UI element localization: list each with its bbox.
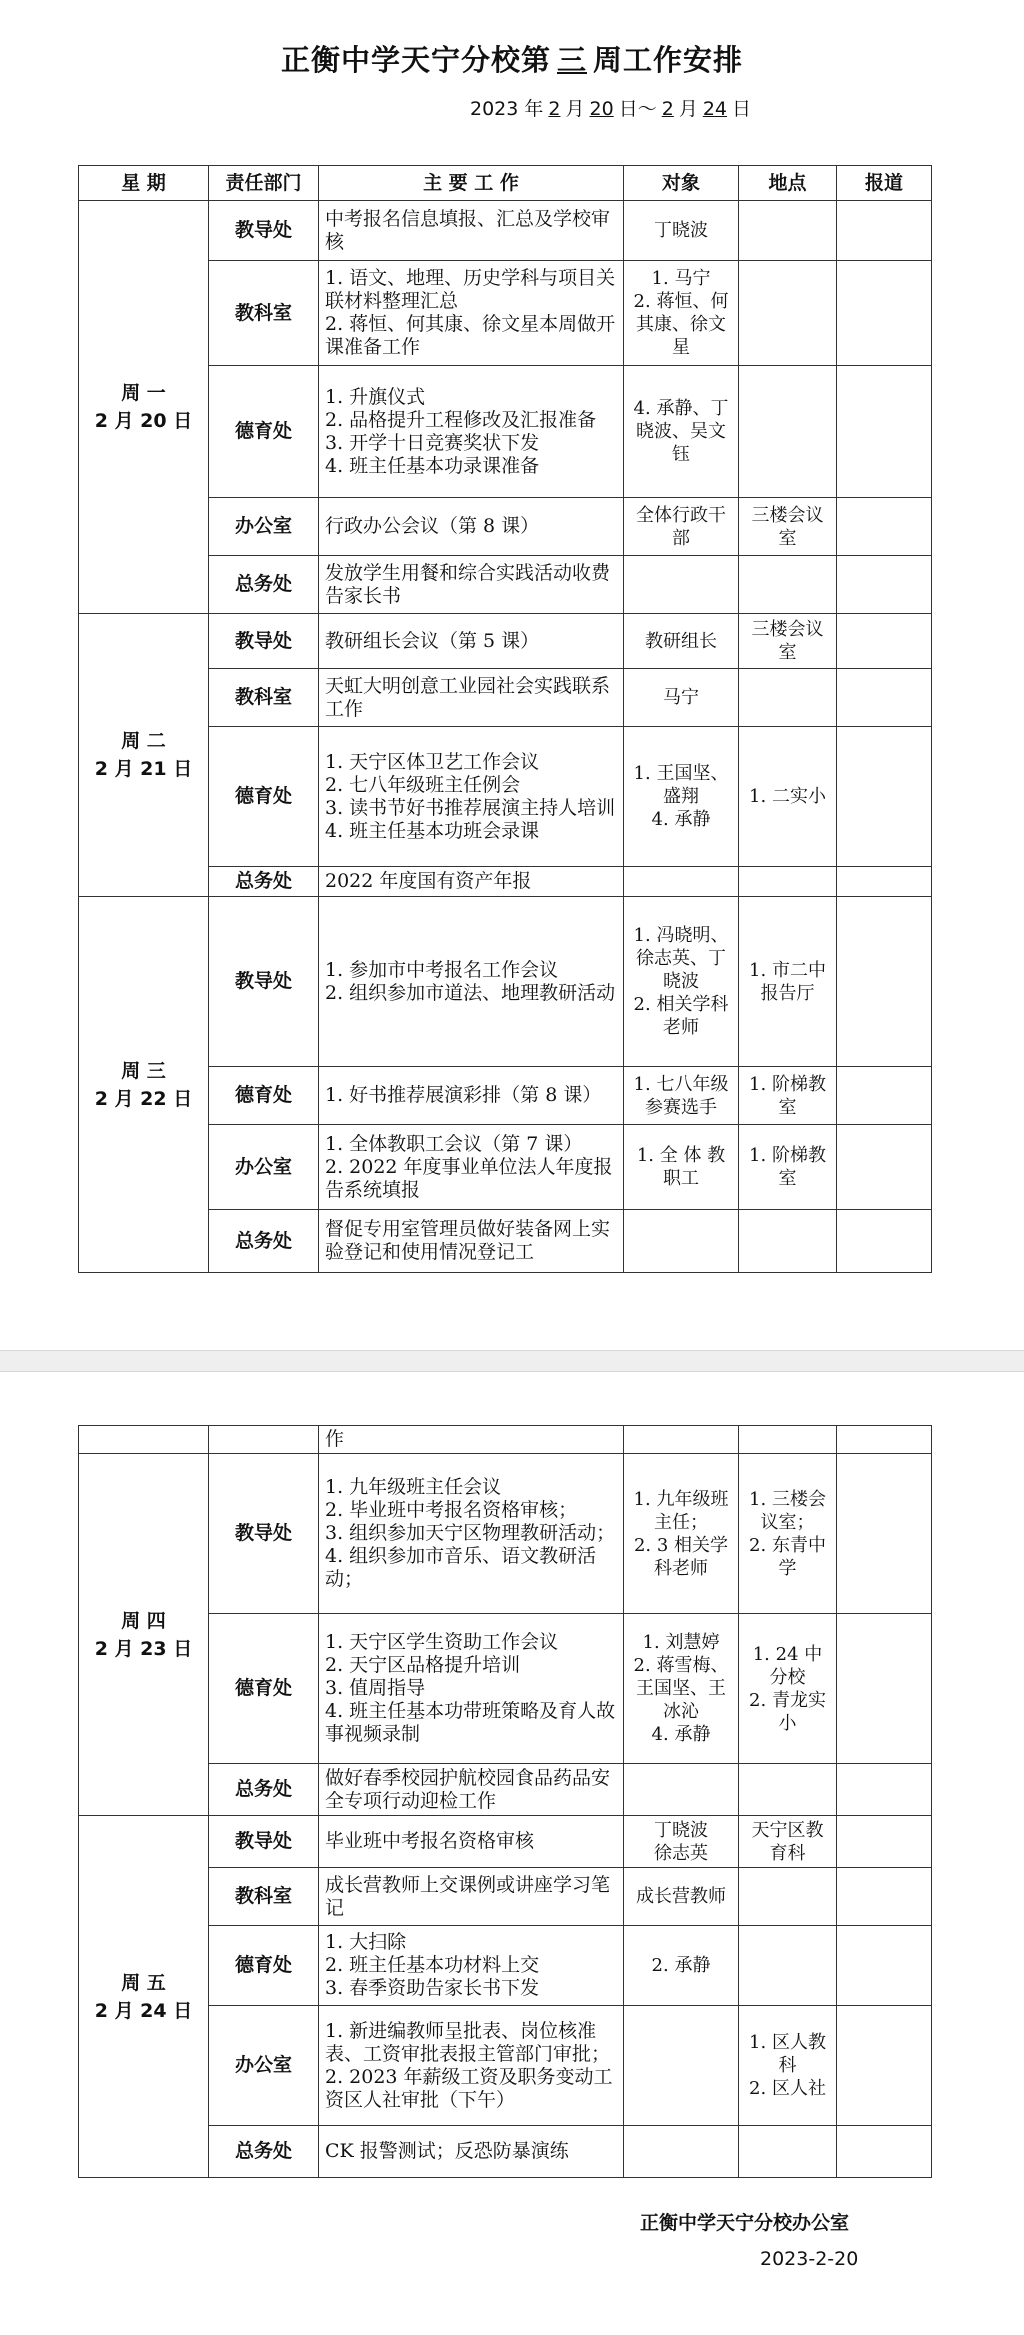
work-cell [319,727,624,867]
target-line: 4. 承静、丁晓波、吴文钰 [633,398,729,465]
schedule-table-page1 [78,165,932,1273]
place-cell [739,867,837,897]
target-cell [624,1926,739,2006]
report-cell [837,1125,932,1210]
col-weekday: 星 期 [79,166,209,201]
place-cell [739,1816,837,1868]
place-line: 2. 东青中学 [749,1534,826,1579]
place-cell [739,669,837,727]
target-cell [624,261,739,366]
work-line: 督促专用室管理员做好装备网上实验登记和使用情况登记工 [325,1218,611,1263]
work-cell [319,366,624,498]
page-two [0,1372,1024,2335]
work-cell [319,614,624,669]
target-cell [624,1816,739,1868]
report-cell [837,1454,932,1614]
work-line: 发放学生用餐和综合实践活动收费告家长书 [325,561,611,607]
work-line: 1. 大扫除 [325,1931,407,1953]
week-number: 三 [556,43,587,77]
target-cell [624,201,739,261]
place-cell [739,614,837,669]
place-cell [739,2006,837,2126]
continuation-row [79,1426,932,1454]
target-line: 1. 七八年级参赛选手 [633,1073,729,1118]
place-cell [739,1454,837,1614]
place-cell [739,498,837,556]
table-row [79,201,932,261]
report-cell [837,1926,932,2006]
table-row [79,614,932,669]
weekday-date: 2 月 24 日 [94,1999,193,2022]
report-cell [837,201,932,261]
work-cell [319,201,624,261]
page-separator [0,1350,1024,1372]
target-line: 1. 全 体 教职工 [636,1145,726,1189]
place-line: 1. 阶梯教室 [749,1073,826,1118]
place-line: 1. 阶梯教室 [749,1145,826,1189]
department-cell: 办公室 [209,2006,319,2126]
weekday-label: 周 五 [121,1971,166,1994]
department-cell: 教科室 [209,261,319,366]
place-line: 1. 24 中分校 [752,1643,823,1688]
target-line: 1. 刘慧婷 [642,1632,720,1653]
target-line: 2. 蒋恒、何其康、徐文星 [633,291,729,358]
place-line: 2. 区人社 [749,2078,826,2099]
place-cell [739,2126,837,2178]
page-title: 正衡中学天宁分校第 三 周工作安排 [280,43,744,77]
work-line: 教研组长会议（第 5 课） [325,629,540,652]
target-line: 2. 蒋雪梅、王国坚、王冰沁 [633,1655,729,1722]
target-line: 2. 3 相关学科老师 [633,1534,729,1579]
work-line: 2. 毕业班中考报名资格审核； [325,1499,578,1521]
department-cell: 德育处 [209,1067,319,1125]
department-cell: 德育处 [209,1614,319,1764]
work-line: 1. 升旗仪式 [325,385,426,408]
work-line: 中考报名信息填报、汇总及学校审核 [325,207,611,253]
work-cell [319,498,624,556]
target-cell [624,366,739,498]
target-cell [624,1125,739,1210]
work-cell [319,1764,624,1816]
weekday-date: 2 月 23 日 [94,1637,193,1660]
department-cell: 总务处 [209,2126,319,2178]
target-cell [624,1868,739,1926]
target-line: 丁晓波 [654,1819,708,1841]
target-line: 教研组长 [645,630,717,652]
place-cell [739,366,837,498]
place-cell [739,201,837,261]
report-cell [837,867,932,897]
work-cell [319,897,624,1067]
department-cell: 教导处 [209,201,319,261]
place-line: 天宁区教育科 [751,1819,824,1864]
weekday-cell [79,897,209,1273]
work-cell [319,2006,624,2126]
work-line: 1. 天宁区学生资助工作会议 [325,1631,559,1653]
work-line: 毕业班中考报名资格审核 [325,1830,535,1852]
place-line: 1. 市二中报告厅 [749,959,826,1004]
weekday-cell [79,614,209,897]
work-line: 3. 春季资助告家长书下发 [325,1977,540,1999]
continuation-work: 作 [319,1426,624,1454]
report-cell [837,1816,932,1868]
report-cell [837,2126,932,2178]
department-cell: 办公室 [209,498,319,556]
target-cell [624,897,739,1067]
target-cell [624,867,739,897]
col-department: 责任部门 [209,166,319,201]
work-line: 2022 年度国有资产年报 [325,870,532,892]
target-cell [624,2126,739,2178]
department-cell: 教导处 [209,614,319,669]
department-cell: 教导处 [209,1816,319,1868]
report-cell [837,556,932,614]
work-line: 2. 2022 年度事业单位法人年度报告系统填报 [325,1155,613,1201]
target-cell [624,614,739,669]
place-cell [739,1125,837,1210]
work-line: 3. 开学十日竞赛奖状下发 [325,431,540,454]
report-cell [837,1764,932,1816]
department-cell: 德育处 [209,727,319,867]
target-cell [624,498,739,556]
work-cell [319,556,624,614]
table-row [79,1816,932,1868]
target-cell [624,1614,739,1764]
target-cell [624,727,739,867]
work-cell [319,1067,624,1125]
report-cell [837,1868,932,1926]
target-cell [624,1764,739,1816]
work-line: 天虹大明创意工业园社会实践联系工作 [325,674,611,720]
target-line: 1. 冯晓明、徐志英、丁晓波 [633,925,729,992]
target-line: 4. 承静 [651,809,711,830]
table-row [79,1454,932,1614]
table-row [79,897,932,1067]
report-cell [837,897,932,1067]
department-cell: 总务处 [209,556,319,614]
work-line: 4. 组织参加市音乐、语文教研活动； [325,1545,597,1590]
work-cell [319,1926,624,2006]
work-line: 1. 参加市中考报名工作会议 [325,958,559,981]
target-cell [624,1067,739,1125]
department-cell: 教科室 [209,669,319,727]
report-cell [837,1210,932,1273]
weekday-cell [79,201,209,614]
work-line: 1. 语文、地理、历史学科与项目关联材料整理汇总 [325,267,616,312]
report-cell [837,2006,932,2126]
work-line: 2. 班主任基本功材料上交 [325,1954,540,1976]
weekday-label: 周 二 [121,730,166,752]
target-cell [624,669,739,727]
report-cell [837,261,932,366]
place-cell [739,1926,837,2006]
col-main-work: 主 要 工 作 [319,166,624,201]
footer-date: 2023-2-20 [760,2248,859,2270]
work-line: 2. 七八年级班主任例会 [325,773,521,796]
place-cell [739,261,837,366]
work-line: 2. 蒋恒、何其康、徐文星本周做开课准备工作 [325,313,616,358]
table-header-row [79,166,932,201]
work-cell [319,2126,624,2178]
target-line: 丁晓波 [654,220,708,241]
weekday-label: 周 四 [121,1609,166,1632]
col-report: 报道 [837,166,932,201]
department-cell: 总务处 [209,867,319,897]
target-cell [624,1454,739,1614]
target-line: 1. 九年级班主任； [633,1488,729,1533]
place-cell [739,1614,837,1764]
work-cell [319,1816,624,1868]
work-line: 4. 班主任基本功录课准备 [325,454,540,477]
work-line: 2. 组织参加市道法、地理教研活动 [325,981,616,1004]
work-line: CK 报警测试；反恐防暴演练 [325,2140,569,2162]
target-line: 1. 马宁 [651,268,711,289]
work-cell [319,1868,624,1926]
work-line: 3. 读书节好书推荐展演主持人培训 [325,796,616,819]
place-line: 三楼会议室 [751,619,824,663]
footer-organization: 正衡中学天宁分校办公室 [640,2212,850,2234]
work-line: 4. 班主任基本功班会录课 [325,819,540,842]
work-line: 做好春季校园护航校园食品药品安全专项行动迎检工作 [325,1766,611,1812]
work-line: 2. 2023 年薪级工资及职务变动工资区人社审批（下午） [325,2065,613,2111]
report-cell [837,1614,932,1764]
work-line: 4. 班主任基本功带班策略及育人故事视频录制 [325,1700,616,1745]
place-line: 1. 区人教科 [749,2032,826,2076]
weekday-cell [79,1454,209,1816]
work-line: 2. 品格提升工程修改及汇报准备 [325,408,597,431]
place-cell [739,1067,837,1125]
work-line: 1. 九年级班主任会议 [325,1476,502,1498]
place-line: 1. 三楼会议室； [749,1488,826,1533]
report-cell [837,1067,932,1125]
work-cell [319,669,624,727]
work-line: 3. 值周指导 [325,1677,426,1699]
place-cell [739,1868,837,1926]
work-cell [319,1210,624,1273]
work-line: 2. 天宁区品格提升培训 [325,1654,521,1676]
weekday-date: 2 月 22 日 [94,1087,193,1110]
report-cell [837,366,932,498]
report-cell [837,498,932,556]
work-line: 成长营教师上交课例或讲座学习笔记 [325,1873,611,1919]
target-line: 全体行政干部 [636,504,726,549]
work-cell [319,1614,624,1764]
place-line: 1. 二实小 [749,786,826,807]
report-cell [837,727,932,867]
place-line: 2. 青龙实小 [749,1689,826,1734]
place-line: 三楼会议室 [751,504,824,549]
weekday-date: 2 月 21 日 [94,758,193,780]
work-line: 1. 全体教职工会议（第 7 课） [325,1132,583,1155]
work-cell [319,1125,624,1210]
weekday-cell [79,1816,209,2178]
target-line: 成长营教师 [636,1886,726,1907]
place-cell [739,556,837,614]
department-cell: 教科室 [209,1868,319,1926]
department-cell: 德育处 [209,366,319,498]
work-cell [319,1454,624,1614]
target-line: 徐志英 [654,1842,708,1864]
work-cell [319,867,624,897]
target-line: 2. 相关学科老师 [633,994,729,1038]
work-line: 行政办公会议（第 8 课） [325,515,540,537]
department-cell: 教导处 [209,897,319,1067]
report-cell [837,614,932,669]
work-line: 1. 好书推荐展演彩排（第 8 课） [325,1084,602,1106]
work-line: 1. 天宁区体卫艺工作会议 [325,750,540,773]
target-line: 4. 承静 [651,1724,711,1745]
work-line: 3. 组织参加天宁区物理教研活动； [325,1522,616,1544]
target-line: 1. 王国坚、盛翔 [633,763,729,807]
weekday-date: 2 月 20 日 [94,410,193,432]
place-cell [739,1764,837,1816]
schedule-table-page2 [78,1425,932,2178]
place-cell [739,1210,837,1273]
col-place: 地点 [739,166,837,201]
report-cell [837,669,932,727]
work-cell [319,261,624,366]
work-line: 1. 新进编教师呈批表、岗位核准表、工资审批表报主管部门审批； [325,2019,611,2065]
date-range: 2023 年 2 月 20 日～ 2 月 24 日 [470,98,752,120]
department-cell: 教导处 [209,1454,319,1614]
place-cell [739,897,837,1067]
col-target: 对象 [624,166,739,201]
target-line: 马宁 [663,687,699,708]
target-cell [624,2006,739,2126]
weekday-label: 周 一 [121,382,166,404]
target-cell [624,556,739,614]
target-cell [624,1210,739,1273]
department-cell: 办公室 [209,1125,319,1210]
department-cell: 德育处 [209,1926,319,2006]
weekday-label: 周 三 [121,1059,166,1082]
target-line: 2. 承静 [651,1955,711,1976]
department-cell: 总务处 [209,1210,319,1273]
department-cell: 总务处 [209,1764,319,1816]
place-cell [739,727,837,867]
